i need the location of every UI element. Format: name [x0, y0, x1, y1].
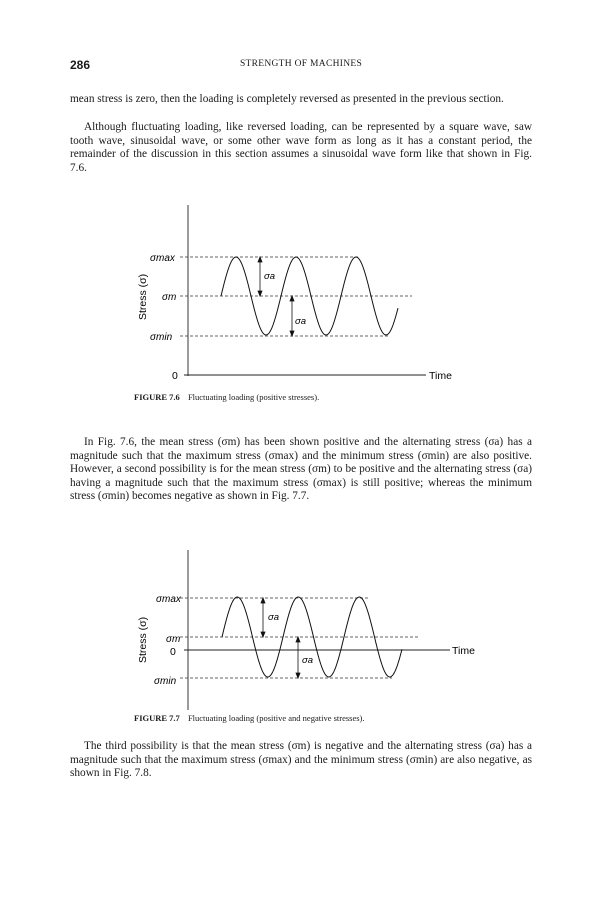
label-zero: 0 [170, 646, 176, 658]
label-sigma-a-lower: σa [295, 316, 307, 327]
figure-7-7-caption [134, 713, 365, 723]
amplitude-arrow-upper [258, 257, 262, 296]
amplitude-arrow-lower [290, 296, 294, 336]
label-zero: 0 [172, 370, 178, 382]
paragraph-4: The third possibility is that the mean stress (σm) is negative and the alternating stress (σa) has a magnitude such that the maximum stress (σmax) and the minimum stress (σmin) are also negative, as shown in Fig. 7.8. [70, 740, 532, 780]
y-axis-label: Stress (σ) [137, 273, 149, 320]
label-sigma-max: σmax [156, 594, 181, 605]
label-sigma-a-upper: σa [268, 612, 280, 623]
x-axis-label: Time [452, 645, 475, 657]
amplitude-arrow-lower [296, 637, 300, 678]
page-number: 286 [70, 58, 91, 72]
label-sigma-a-lower: σa [302, 655, 314, 666]
label-sigma-a-upper: σa [264, 271, 276, 282]
caption-label: FIGURE 7.7 [134, 713, 180, 723]
y-axis-label: Stress (σ) [137, 616, 149, 663]
page-header [70, 58, 532, 74]
figure-7-6-caption [134, 392, 319, 402]
label-sigma-min: σmin [150, 332, 173, 343]
label-sigma-max: σmax [150, 253, 175, 264]
x-axis-label: Time [429, 370, 452, 382]
amplitude-arrow-upper [261, 598, 265, 637]
figure-7-6 [110, 200, 470, 390]
caption-text: Fluctuating loading (positive and negative stresses). [187, 713, 365, 723]
running-head: STRENGTH OF MACHINES [239, 59, 363, 69]
paragraph-3: In Fig. 7.6, the mean stress (σm) has been shown positive and the alternating stress (σa) has a magnitude such that the maximum stress (σmax) and the minimum stress (σmin) are also positive. However, a second possibility is for the mean stress (σm) to be positive and the alternating stress (σa) having a magnitude such that the maximum stress (σmax) is still positive; whereas the minimum stress (σmin) becomes negative as shown in Fig. 7.7. [70, 436, 532, 503]
paragraph-1: mean stress is zero, then the loading is completely reversed as presented in the previous section. [70, 93, 504, 105]
caption-text: Fluctuating loading (positive stresses). [187, 392, 320, 402]
label-sigma-min: σmin [154, 676, 177, 687]
figure-7-7 [110, 545, 490, 715]
paragraph-2: Although fluctuating loading, like reversed loading, can be represented by a square wave, saw tooth wave, sinusoidal wave, or some other wave form as long as it has a constant period, the remainder of the discussion in this section assumes a sinusoidal wave form like that shown in Fig. 7.6. [70, 121, 532, 174]
label-sigma-m: σm [162, 292, 177, 303]
caption-label: FIGURE 7.6 [134, 392, 180, 402]
label-sigma-m: σm [166, 634, 181, 645]
